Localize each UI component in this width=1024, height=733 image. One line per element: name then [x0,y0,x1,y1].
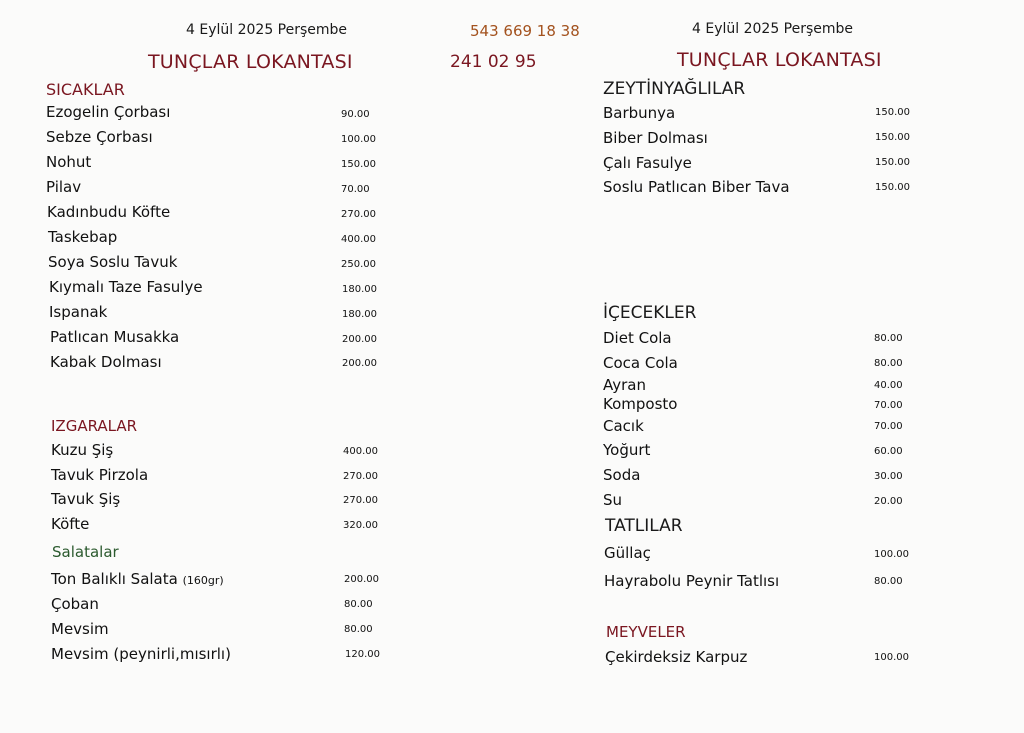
menu-item-price: 30.00 [874,471,903,482]
menu-item-price: 60.00 [874,446,903,457]
menu-item-name: Coca Cola [603,354,678,372]
menu-item-portion: (160gr) [182,574,224,587]
restaurant-title-right: TUNÇLAR LOKANTASI [677,49,882,71]
section-title-meyveler: MEYVELER [606,623,686,641]
menu-item-name: Mevsim [51,620,109,638]
menu-item-price: 100.00 [874,652,909,663]
menu-item-price: 150.00 [875,132,910,143]
menu-item-price: 270.00 [343,495,378,506]
menu-item-name: Barbunya [603,104,676,122]
menu-item-name: Diet Cola [603,329,672,347]
menu-item-name: Ispanak [49,303,108,321]
menu-item-name: Kuzu Şiş [51,441,114,459]
menu-item-name: Soya Soslu Tavuk [48,253,178,271]
menu-item-name: Çekirdeksiz Karpuz [605,648,748,666]
menu-item-name: Hayrabolu Peynir Tatlısı [604,572,780,590]
section-title-zeytinyaglilar: ZEYTİNYAĞLILAR [603,79,746,99]
menu-item-price: 270.00 [341,209,376,220]
menu-item-name: Ezogelin Çorbası [46,103,171,121]
section-title-salatalar: Salatalar [52,543,119,561]
menu-item-name: Nohut [46,153,92,171]
menu-item-name: Tavuk Şiş [51,490,121,508]
menu-item-name: Ayran [603,376,646,394]
menu-item-name: Biber Dolması [603,129,708,147]
menu-item-price: 180.00 [342,284,377,295]
menu-item-price: 40.00 [874,380,903,391]
menu-item-name: Kabak Dolması [50,353,162,371]
menu-item-price: 150.00 [341,159,376,170]
menu-item-price: 150.00 [875,182,910,193]
menu-item-name: Kadınbudu Köfte [47,203,171,221]
menu-item-price: 180.00 [342,309,377,320]
menu-item-name: Soslu Patlıcan Biber Tava [603,178,790,196]
menu-item-price: 200.00 [344,574,379,585]
phone-mobile: 543 669 18 38 [470,22,580,40]
menu-item-price: 150.00 [875,157,910,168]
menu-item-price: 200.00 [342,358,377,369]
menu-item-price: 120.00 [345,649,380,660]
menu-item-label: Ton Balıklı Salata [51,570,178,588]
menu-item-name: Su [603,491,623,509]
menu-item-price: 400.00 [343,446,378,457]
date-right: 4 Eylül 2025 Perşembe [692,21,854,37]
menu-item-price: 80.00 [344,599,373,610]
menu-item-price: 20.00 [874,496,903,507]
menu-item-price: 250.00 [341,259,376,270]
menu-item-price: 70.00 [874,421,903,432]
menu-item-price: 90.00 [341,109,370,120]
menu-item-name: Yoğurt [603,441,651,459]
menu-item-price: 70.00 [341,184,370,195]
section-title-icecekler: İÇECEKLER [603,303,697,323]
menu-item-name: Pilav [46,178,82,196]
menu-item-price: 270.00 [343,471,378,482]
menu-item-price: 100.00 [874,549,909,560]
restaurant-title-left: TUNÇLAR LOKANTASI [148,51,353,73]
menu-item-price: 200.00 [342,334,377,345]
menu-item-name: Sebze Çorbası [46,128,153,146]
menu-item-name [51,570,224,588]
menu-item-name: Soda [603,466,641,484]
menu-item-name: Güllaç [604,544,651,562]
menu-item-name: Tavuk Pirzola [51,466,149,484]
menu-item-name: Patlıcan Musakka [50,328,180,346]
menu-item-price: 320.00 [343,520,378,531]
date-left: 4 Eylül 2025 Perşembe [186,22,348,38]
menu-item-price: 80.00 [344,624,373,635]
menu-item-name: Taskebap [48,228,118,246]
menu-item-price: 150.00 [875,107,910,118]
menu-item-name: Cacık [603,417,644,435]
section-title-izgaralar: IZGARALAR [51,417,138,435]
menu-item-name: Çalı Fasulye [603,154,692,172]
menu-item-price: 70.00 [874,400,903,411]
section-title-sicaklar: SICAKLAR [46,80,125,99]
menu-item-name: Çoban [51,595,99,613]
menu-item-name: Komposto [603,395,678,413]
menu-item-price: 80.00 [874,358,903,369]
menu-item-name: Kıymalı Taze Fasulye [49,278,203,296]
phone-line: 241 02 95 [450,52,537,72]
menu-item-price: 80.00 [874,576,903,587]
menu-item-price: 100.00 [341,134,376,145]
menu-item-price: 80.00 [874,333,903,344]
menu-item-name: Mevsim (peynirli,mısırlı) [51,645,231,663]
menu-item-price: 400.00 [341,234,376,245]
section-title-tatlilar: TATLILAR [605,516,683,536]
menu-item-name: Köfte [51,515,90,533]
